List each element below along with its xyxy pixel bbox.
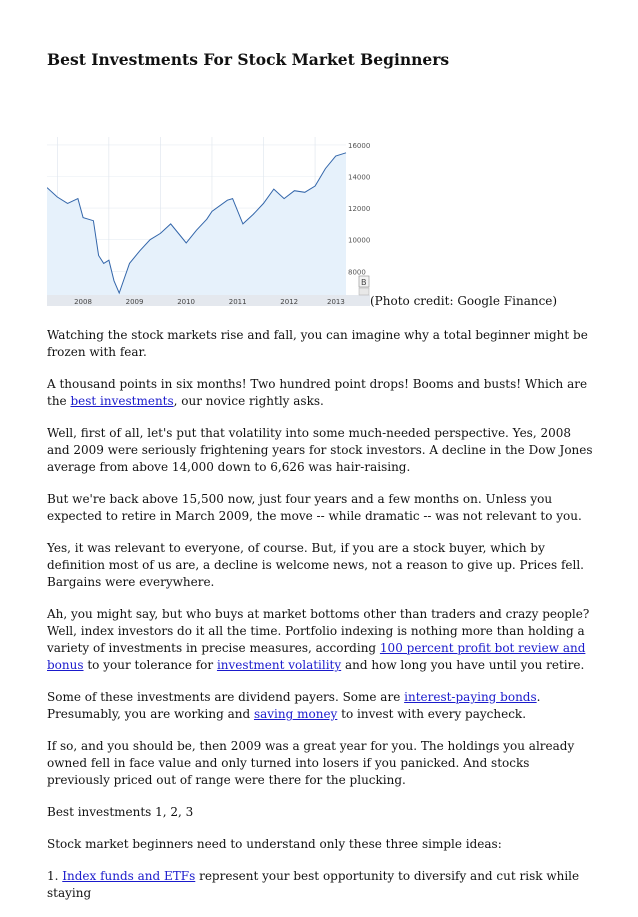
chart-side-button-label: B <box>361 278 367 287</box>
paragraph <box>47 327 595 361</box>
paragraph <box>47 491 595 525</box>
y-tick-label: 8000 <box>348 268 366 277</box>
chart-side-button[interactable] <box>359 276 369 295</box>
x-tick-label: 2008 <box>74 298 92 306</box>
paragraph-text: , our novice rightly asks. <box>173 394 324 408</box>
paragraph-text: . Presumably, you are working and <box>47 690 541 721</box>
x-tick-label: 2010 <box>177 298 196 306</box>
paragraph-text: Well, first of all, let's put that volatility into some much-needed perspective. Yes, 2008 and 2009 were seriously frightening years for stock investors. A decline in the Dow Jones average from above 14,000 down to 6,626 was hair-raising. <box>47 426 593 474</box>
paragraph <box>47 425 595 476</box>
y-tick-label: 12000 <box>348 205 370 214</box>
x-tick-label: 2009 <box>125 298 144 306</box>
paragraph-text: Ah, you might say, but who buys at market bottoms other than traders and crazy people? Well, index investors do it all the time. Portfolio indexing is nothing more than holding a variety of investments in precise measures, according <box>47 607 590 655</box>
paragraph-text: to your tolerance for <box>83 658 217 672</box>
paragraph-text: A thousand points in six months! Two hundred point drops! Booms and busts! Which are the <box>47 377 588 408</box>
paragraph <box>47 689 595 723</box>
paragraph <box>47 606 595 674</box>
paragraph <box>47 540 595 591</box>
x-tick-label: 2011 <box>228 298 247 306</box>
y-tick-label: 14000 <box>348 173 370 182</box>
x-tick-label: 2012 <box>280 298 299 306</box>
y-tick-label: 10000 <box>348 236 370 245</box>
paragraph-text: Watching the stock markets rise and fall, you can imagine why a total beginner might be frozen with fear. <box>47 328 588 359</box>
inline-link[interactable]: saving money <box>253 707 338 721</box>
inline-link[interactable]: Index funds and ETFs <box>62 869 196 883</box>
photo-caption: (Photo credit: Google Finance) <box>370 294 558 308</box>
paragraph-text: Stock market beginners need to understand only these three simple ideas: <box>47 837 502 851</box>
x-tick-label: 2013 <box>327 298 345 306</box>
paragraph-text: Best investments 1, 2, 3 <box>47 805 194 819</box>
paragraph <box>47 376 595 410</box>
paragraph <box>47 836 595 853</box>
paragraph-text: But we're back above 15,500 now, just four years and a few months on. Unless you expected to retire in March 2009, the move -- while dramatic -- was not relevant to you. <box>47 492 582 523</box>
paragraph-text: Yes, it was relevant to everyone, of course. But, if you are a stock buyer, which by definition most of us are, a decline is welcome news, not a reason to give up. Prices fell. Bargains were everywhere. <box>47 541 584 589</box>
paragraph-text: represent your best opportunity to diversify and cut risk while staying <box>47 869 580 900</box>
paragraph-text: to invest with every paycheck. <box>337 707 527 721</box>
inline-link[interactable]: investment volatility <box>216 658 342 672</box>
paragraph-text: If so, and you should be, then 2009 was a great year for you. The holdings you already owned fell in face value and only turned into losers if you panicked. And stocks previously priced out of range were there for the plucking. <box>47 739 575 787</box>
paragraph-text: Some of these investments are dividend payers. Some are <box>47 690 405 704</box>
page-title: Best Investments For Stock Market Beginners <box>47 50 450 69</box>
inline-link[interactable]: best investments <box>70 394 174 408</box>
figure <box>47 131 595 311</box>
inline-link[interactable]: 100 percent profit bot review and bonus <box>47 641 586 672</box>
y-tick-label: 16000 <box>348 141 370 150</box>
article-body <box>47 327 595 917</box>
paragraph <box>47 738 595 789</box>
x-axis-band <box>47 295 370 306</box>
paragraph <box>47 868 595 902</box>
paragraph-text: and how long you have until you retire. <box>341 658 585 672</box>
paragraph <box>47 804 595 821</box>
stock-chart <box>47 131 370 307</box>
paragraph-text: 1. <box>47 869 63 883</box>
inline-link[interactable]: interest-paying bonds <box>404 690 537 704</box>
